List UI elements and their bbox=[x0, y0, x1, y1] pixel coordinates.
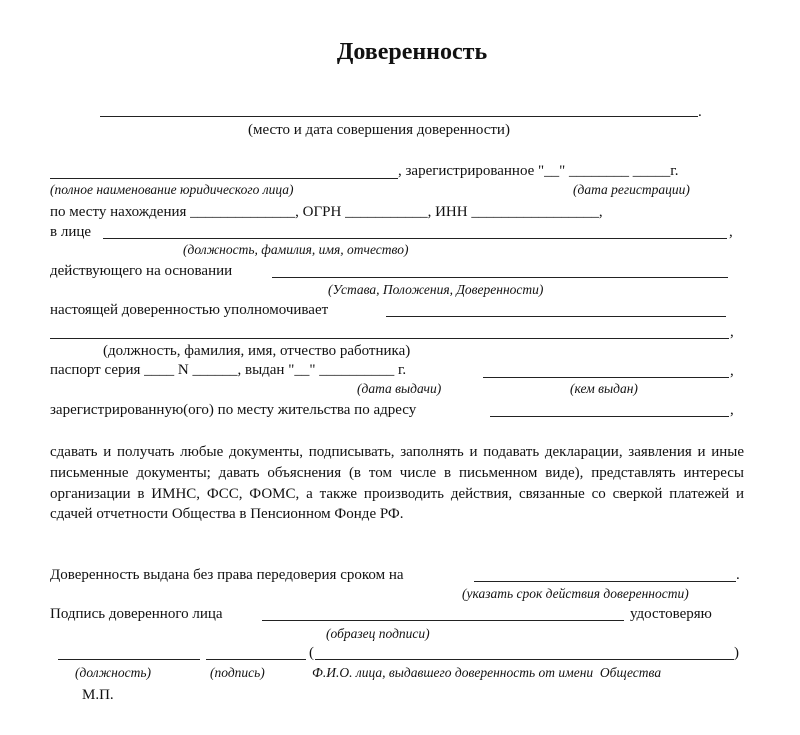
registration-date-caption: (дата регистрации) bbox=[573, 182, 690, 197]
authorized-person-comma: , bbox=[730, 324, 734, 340]
location-ogrn-inn-line: по месту нахождения ______________, ОГРН ___________, ИНН _________________, bbox=[50, 204, 603, 220]
org-registered-text: , зарегистрированное "__" ________ _____г. bbox=[398, 163, 679, 179]
validity-period-caption: (указать срок действия доверенности) bbox=[462, 586, 689, 601]
employee-caption: (должность, фамилия, имя, отчество работника) bbox=[103, 343, 411, 359]
signature-field[interactable] bbox=[262, 620, 624, 621]
issued-by-caption: (кем выдан) bbox=[570, 381, 638, 396]
issuer-position-field[interactable] bbox=[58, 659, 200, 660]
authorized-person-field-2[interactable] bbox=[50, 338, 729, 339]
validity-dot: . bbox=[736, 567, 740, 583]
basis-label: действующего на основании bbox=[50, 263, 233, 279]
validity-period-field[interactable] bbox=[474, 581, 736, 582]
address-label: зарегистрированную(ого) по месту жительства по адресу bbox=[50, 402, 417, 418]
position-caption: (должность) bbox=[75, 665, 152, 680]
issuer-signature-field[interactable] bbox=[206, 659, 306, 660]
person-label: в лице bbox=[50, 224, 92, 240]
passport-issued-by-field[interactable] bbox=[483, 377, 729, 378]
person-comma: , bbox=[729, 224, 733, 240]
powers-paragraph: сдавать и получать любые документы, подписывать, заполнять и подавать декларации, заявления и иные письменные документы; давать объяснения (в том числе в письменном виде), представлять интересы организации в ИМНС, ФСС, ФОМС, а также производить действия, связанные со сверкой платежей и сдачей отчетности Общества в Пенсионном Фонде РФ. bbox=[50, 444, 744, 523]
place-date-caption: (место и дата совершения доверенности) bbox=[248, 122, 510, 138]
issuer-fio-field[interactable] bbox=[315, 659, 734, 660]
issue-date-caption: (дата выдачи) bbox=[357, 381, 442, 396]
close-paren: ) bbox=[734, 645, 739, 661]
document-title: Доверенность bbox=[336, 39, 488, 65]
place-date-field[interactable] bbox=[100, 116, 698, 117]
basis-field[interactable] bbox=[272, 277, 728, 278]
passport-comma: , bbox=[730, 363, 734, 379]
signature-label: Подпись доверенного лица bbox=[50, 606, 223, 622]
authorized-person-field[interactable] bbox=[386, 316, 726, 317]
basis-caption: (Устава, Положения, Доверенности) bbox=[328, 282, 544, 297]
person-caption: (должность, фамилия, имя, отчество) bbox=[183, 242, 409, 257]
sign-caption: (подпись) bbox=[210, 665, 265, 680]
address-field[interactable] bbox=[490, 416, 729, 417]
org-name-field[interactable] bbox=[50, 178, 398, 179]
stamp-label: М.П. bbox=[82, 687, 114, 703]
org-name-caption: (полное наименование юридического лица) bbox=[50, 182, 294, 197]
certify-text: удостоверяю bbox=[630, 606, 712, 622]
issuer-fio-caption: Ф.И.О. лица, выдавшего доверенность от имени Общества bbox=[312, 665, 662, 680]
open-paren: ( bbox=[309, 645, 314, 661]
authorize-text: настоящей доверенностью уполномочивает bbox=[50, 302, 329, 318]
address-comma: , bbox=[730, 402, 734, 418]
passport-line: паспорт серия ____ N ______, выдан "__" __________ г. bbox=[50, 362, 407, 378]
signature-sample-caption: (образец подписи) bbox=[326, 626, 430, 641]
validity-text: Доверенность выдана без права передоверия сроком на bbox=[50, 567, 404, 583]
person-field[interactable] bbox=[103, 238, 727, 239]
place-date-dot: . bbox=[698, 104, 702, 120]
